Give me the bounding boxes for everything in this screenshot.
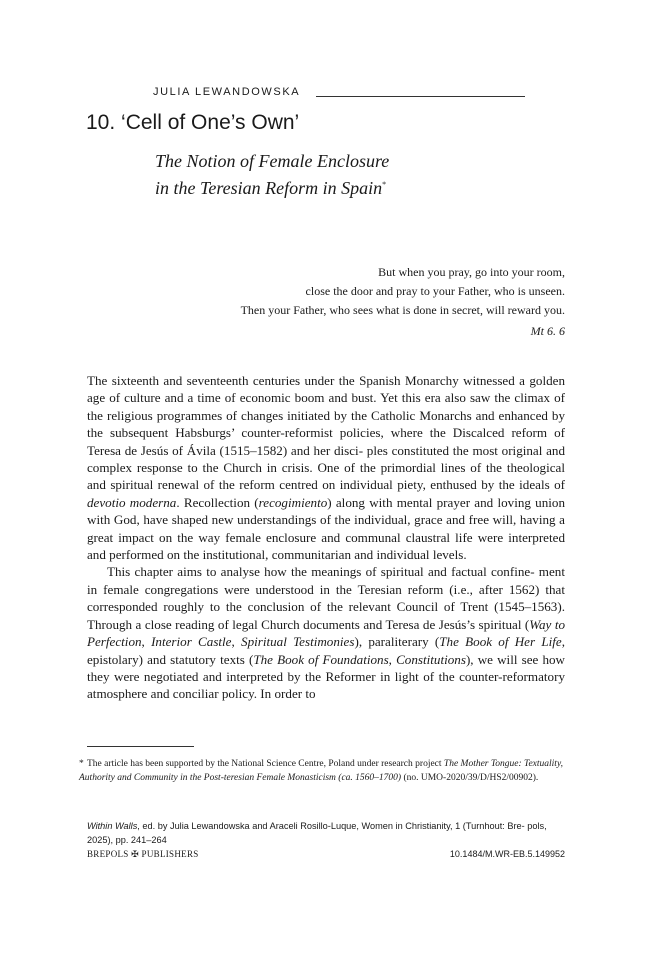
doi-link[interactable]: 10.1484/M.WR-EB.5.149952 (449, 849, 565, 859)
chapter-subtitle (155, 150, 389, 200)
citation-details: , ed. by Julia Lewandowska and Araceli Rosillo-Luque, Women in Christianity, 1 (Turnhout: Bre- pols, 2025), pp. 241–264 (87, 821, 547, 845)
footnote-text: The article has been supported by the National Science Centre, Poland under research project (87, 759, 444, 769)
book-title: Within Walls (87, 821, 138, 831)
italic-title: The Book of Foundations (253, 651, 389, 667)
subtitle-line-2-text: in the Teresian Reform in Spain (155, 178, 383, 198)
paragraph-2 (87, 563, 565, 702)
epigraph (241, 263, 565, 320)
text-run: , (141, 634, 152, 650)
italic-term: recogimiento (258, 494, 328, 510)
footnote (79, 757, 565, 785)
book-citation (87, 819, 565, 847)
epigraph-line: Then your Father, who sees what is done in secret, will reward you. (240, 303, 565, 317)
italic-title: Spiritual Testimonies (241, 634, 355, 650)
text-run: , (388, 651, 397, 667)
footnote-rule (87, 746, 194, 747)
italic-title: The Book of Her Life (439, 634, 562, 650)
text-run: ) along with mental prayer and loving union with God, have shaped new understandings of the individual, grace and free will, having a great impact on the way female enclosure and communal claustral life were interpreted and performed on the institutional, communitarian and individual levels. (87, 494, 565, 563)
author-name: JULIA LEWANDOWSKA (153, 86, 301, 98)
text-run: ), paraliterary ( (354, 634, 440, 650)
text-run: , (231, 634, 242, 650)
text-run: . Recollection ( (176, 494, 259, 510)
chapter-title: 10. ‘Cell of One’s Own’ (86, 111, 300, 134)
italic-term: devotio moderna (87, 494, 177, 510)
epigraph-line: close the door and pray to your Father, who is unseen. (305, 284, 565, 298)
italic-title: Interior Castle (151, 634, 232, 650)
text-run: The sixteenth and seventeenth centuries under the Spanish Monarchy witnessed a golden age of culture and a time of economic boom and bust. Yet this era also saw the climax of the religious programmes of changes initiated by the Catholic Monarchs and enhanced by the subsequent Habsburgs’ counter-reformist policies, where the Discalced reform of Teresa de Jesús of Ávila (1515–1582) and her disci- ples constituted the most original and complex response to the Church in crisis. One of the primordial lines of the theological and spiritual renewal of the reform centred on individual piety, enthused by the ideals of (87, 373, 565, 493)
footnote-marker[interactable]: * (382, 180, 387, 189)
text-run: , epistolary) and statutory texts ( (87, 634, 565, 667)
project-title: The Mother Tongue: Textuality, Authority and Community in the Post-teresian Female Monasticism (ca. 1560–1700) (79, 759, 564, 783)
publisher-name: BREPOLS ✠ PUBLISHERS (87, 849, 199, 859)
body-text (87, 372, 565, 703)
epigraph-reference: Mt 6. 6 (530, 324, 565, 338)
subtitle-line-2 (155, 173, 389, 200)
footnote-mark: * (79, 759, 84, 769)
grant-number: (no. UMO-2020/39/D/HS2/00902). (401, 773, 539, 783)
epigraph-line: But when you pray, go into your room, (378, 265, 565, 279)
text-run: ), we will see how they were negotiated and interpreted by the Reformer in light of the counter-reformatory atmosphere and conciliar policy. In order to (87, 651, 566, 702)
header-rule (316, 96, 525, 97)
italic-title: Way to Perfection (87, 616, 566, 650)
subtitle-line-1: The Notion of Female Enclosure (155, 151, 390, 171)
text-run: This chapter aims to analyse how the meanings of spiritual and factual confine- ment in female congregations were understood in the Teresian reform (i.e., after 1562) that corresponded roughly to the conclusion of the relevant Council of Trent (1545–1563). Through a close reading of legal Church documents and Teresa de Jesús’s spiritual ( (87, 564, 565, 632)
italic-title: Constitutions (396, 651, 466, 667)
paragraph-1 (87, 372, 565, 563)
